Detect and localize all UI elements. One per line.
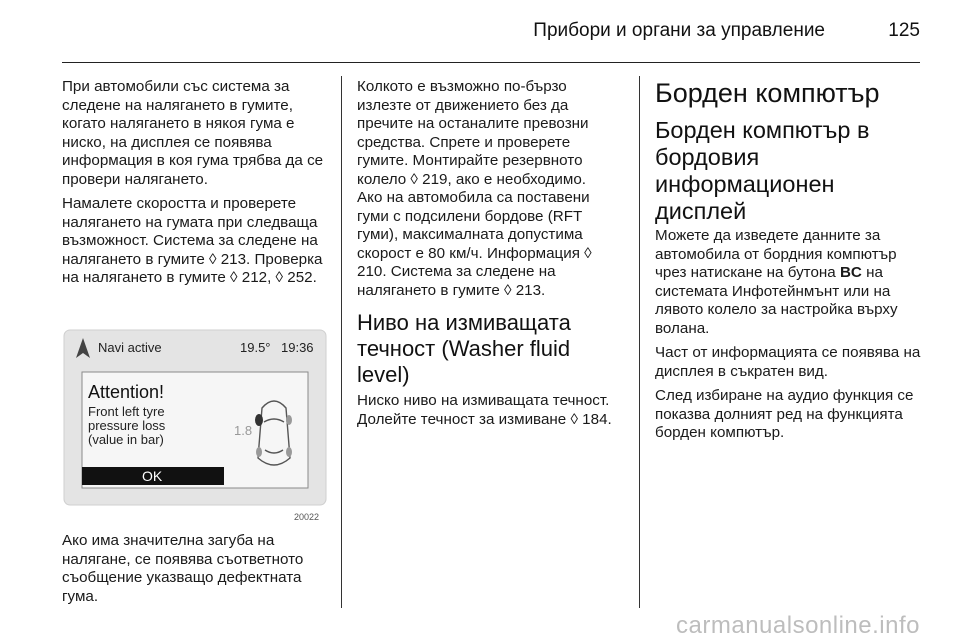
navi-status: Navi active: [98, 340, 162, 355]
column-divider: [341, 76, 342, 608]
section-heading: Ниво на измиващата течност (Washer fluid level): [357, 310, 571, 387]
clock: 19:36: [281, 340, 314, 355]
message-line: pressure loss: [88, 418, 166, 433]
paragraph: Колкото е възможно по-бързо излезте от движението без да пречите на останалите превозни средства. Спрете и проверете гумите. Монтирайте резервното колело ◊ 219, ако е необходимо. Ако на автомобила са поставени гуми с подсилени бордове (RFT гуми), максималната допустима скорост е 80 км/ч. Информация ◊ 210. Система за следене на налягането в гумите ◊ 213.: [357, 78, 592, 299]
paragraph: След избиране на аудио функция се показва долният ред на функцията борден компютър.: [655, 387, 914, 441]
column-2: [357, 78, 615, 435]
column-1: [62, 78, 334, 294]
column-3: [655, 78, 925, 449]
column-1-bottom: [62, 532, 334, 606]
paragraph: Част от информацията се появява на дисплея в съкратен вид.: [655, 344, 921, 380]
text-span: Можете да изведете данните за автомобила от бордния компютър чрез натискане на бутона: [655, 227, 897, 281]
paragraph: Ниско ниво на измиващата течност. Долейте течност за измиване ◊ 184.: [357, 392, 612, 428]
bc-button-label: BC: [839, 264, 862, 281]
temperature: 19.5°: [240, 340, 271, 355]
tyre-rear-left-icon: [256, 447, 262, 457]
tyre-front-right-icon: [286, 415, 292, 425]
figure-id: 20022: [294, 512, 320, 522]
pressure-value: 1.8: [234, 423, 253, 438]
chapter-heading: Борден компютър: [655, 78, 880, 108]
watermark: carmanualsonline.info: [676, 612, 920, 639]
paragraph: Намалете скоростта и проверете налягането на гумата при следваща възможност. Система за следене на налягането в гумите ◊ 213. Проверка на налягането в гумите ◊ 212, ◊ 252.: [62, 195, 323, 286]
section-heading: Борден компютър в бордовия информационен дисплей: [655, 117, 870, 224]
page-header: [62, 12, 920, 63]
page-number: 125: [888, 20, 920, 41]
text-span: на системата Инфотейнмънт или на лявото колело за настройка върху волана.: [655, 264, 898, 337]
display-figure: [62, 310, 332, 524]
attention-title: Attention!: [88, 382, 165, 402]
header-title: Прибори и органи за управление: [533, 20, 825, 41]
column-divider: [639, 76, 640, 608]
ok-label: OK: [142, 468, 163, 484]
paragraph: Ако има значителна загуба на налягане, се появява съответното съобщение указващо дефектната гума.: [62, 532, 304, 605]
message-line: Front left tyre: [88, 404, 165, 419]
tyre-front-left-icon: [255, 414, 263, 426]
paragraph: [655, 227, 925, 338]
message-line: (value in bar): [88, 432, 164, 447]
tyre-rear-right-icon: [286, 447, 292, 457]
paragraph: При автомобили със система за следене на налягането в гумите, когато налягането в някоя гума е ниско, на дисплея се появява информация в коя гума трябва да се провери налягането.: [62, 78, 324, 188]
